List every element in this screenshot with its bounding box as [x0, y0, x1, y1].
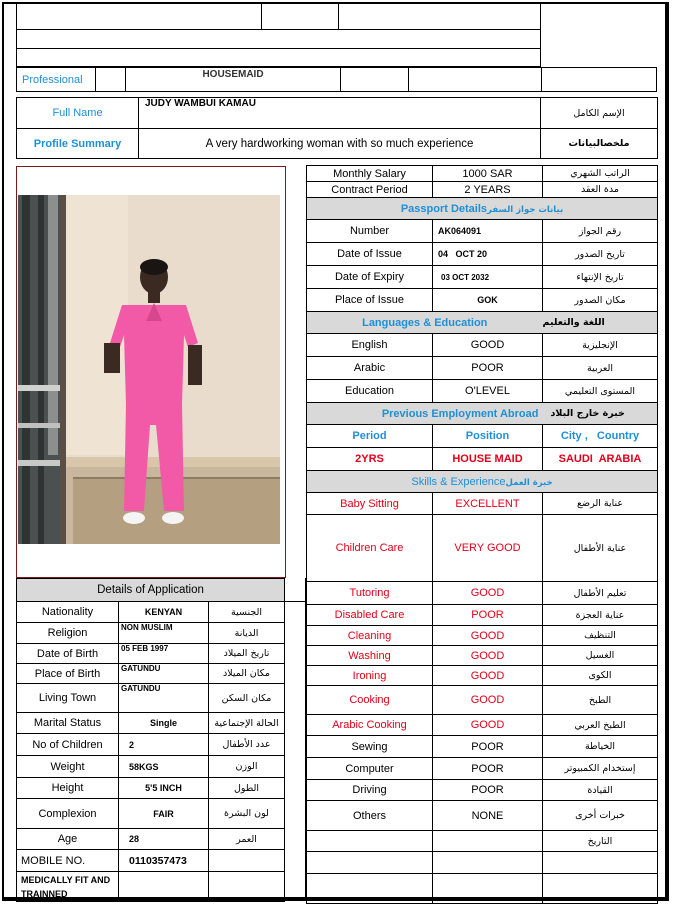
mobile-label: MOBILE NO.	[17, 850, 119, 872]
skill-others-ar: خبرات أخرى	[543, 801, 658, 831]
name-profile-table	[16, 97, 658, 159]
nationality-value: KENYAN	[119, 602, 209, 623]
dob-ar: تاريخ الميلاد	[209, 644, 285, 664]
education-ar: المستوى التعليمي	[543, 380, 658, 403]
skill-children-care-label: Children Care	[307, 515, 433, 582]
pob-value: GATUNDU	[119, 664, 209, 684]
date-issue-value: 04 OCT 20	[433, 243, 543, 266]
passport-number-label: Number	[307, 220, 433, 243]
passport-title-ar: بيانات جواز السفر	[487, 204, 564, 215]
complexion-ar: لون البشرة	[209, 799, 285, 829]
skill-disabled-care-value: POOR	[433, 605, 543, 626]
age-label: Age	[17, 829, 119, 850]
skill-children-care-ar: عناية الأطفال	[543, 515, 658, 582]
weight-label: Weight	[17, 756, 119, 778]
period-header: Period	[307, 425, 433, 448]
mobile-value: 0110357473	[119, 850, 209, 872]
skill-others-value: NONE	[433, 801, 543, 831]
monthly-salary-label: Monthly Salary	[307, 166, 433, 182]
arabic-ar: العربية	[543, 357, 658, 380]
height-label: Height	[17, 778, 119, 799]
professional-row	[16, 67, 657, 92]
religion-label: Religion	[17, 623, 119, 644]
skill-date-value	[433, 831, 543, 852]
skill-cleaning-value: GOOD	[433, 626, 543, 646]
children-ar: عدد الأطفال	[209, 734, 285, 756]
skill-washing-value: GOOD	[433, 646, 543, 666]
position-value: HOUSEMAID	[202, 69, 264, 80]
position-value-emp: HOUSE MAID	[433, 448, 543, 471]
photo-frame	[16, 166, 286, 578]
english-ar: الإنجليزية	[543, 334, 658, 357]
living-town-label: Living Town	[17, 684, 119, 713]
dob-value: 05 FEB 1997	[119, 644, 209, 664]
full-name-value: JUDY WAMBUI KAMAU	[139, 98, 541, 129]
date-expiry-ar: تاريخ الإنتهاء	[543, 266, 658, 289]
date-expiry-value: 03 OCT 2032	[433, 266, 543, 289]
profile-summary-label: Profile Summary	[17, 129, 139, 159]
nationality-ar: الجنسية	[209, 602, 285, 623]
date-issue-label: Date of Issue	[307, 243, 433, 266]
marital-label: Marital Status	[17, 713, 119, 734]
date-expiry-label: Date of Expiry	[307, 266, 433, 289]
skill-sewing-label: Sewing	[307, 736, 433, 758]
pob-label: Place of Birth	[17, 664, 119, 684]
education-label: Education	[307, 380, 433, 403]
skill-cleaning-ar: التنظيف	[543, 626, 658, 646]
passport-title: Passport Details	[400, 202, 488, 215]
skill-washing-ar: الغسيل	[543, 646, 658, 666]
professional-label: Professional	[16, 67, 96, 92]
passport-number-ar: رقم الجواز	[543, 220, 658, 243]
contract-period-value: 2 YEARS	[433, 182, 543, 198]
position-header: Position	[433, 425, 543, 448]
children-value: 2	[119, 734, 209, 756]
skill-cooking-ar: الطبخ	[543, 686, 658, 715]
skill-baby-sitting-ar: عناية الرضع	[543, 493, 658, 515]
english-label: English	[307, 334, 433, 357]
skill-date-ar: التاريخ	[543, 831, 658, 852]
skill-driving-value: POOR	[433, 780, 543, 801]
religion-value: NON MUSLIM	[119, 623, 209, 644]
nationality-label: Nationality	[17, 602, 119, 623]
profile-summary-ar: ملخصالبيانات	[541, 129, 658, 159]
skill-ironing-ar: الكوى	[543, 666, 658, 686]
passport-number-value: AK064091	[433, 220, 543, 243]
application-table	[16, 578, 285, 902]
languages-title: Languages & Education	[307, 312, 543, 334]
skill-computer-value: POOR	[433, 758, 543, 780]
skill-cooking-label: Cooking	[307, 686, 433, 715]
complexion-label: Complexion	[17, 799, 119, 829]
skill-ironing-label: Ironing	[307, 666, 433, 686]
skill-cooking-value: GOOD	[433, 686, 543, 715]
living-town-ar: مكان السكن	[209, 684, 285, 713]
weight-ar: الوزن	[209, 756, 285, 778]
skill-driving-ar: القيادة	[543, 780, 658, 801]
complexion-value: FAIR	[119, 799, 209, 829]
candidate-photo	[18, 195, 280, 544]
living-town-value: GATUNDU	[119, 684, 209, 713]
skill-arabic-cooking-ar: الطبخ العربي	[543, 715, 658, 736]
skill-others-label: Others	[307, 801, 433, 831]
date-issue-ar: تاريخ الصدور	[543, 243, 658, 266]
skill-tutoring-value: GOOD	[433, 582, 543, 605]
skill-cleaning-label: Cleaning	[307, 626, 433, 646]
skill-arabic-cooking-label: Arabic Cooking	[307, 715, 433, 736]
skills-title-ar: خبرة العمل	[505, 477, 553, 488]
dob-label: Date of Birth	[17, 644, 119, 664]
place-issue-ar: مكان الصدور	[543, 289, 658, 312]
monthly-salary-ar: الراتب الشهري	[543, 166, 658, 182]
skill-disabled-care-label: Disabled Care	[307, 605, 433, 626]
city-country-value: SAUDI ARABIA	[543, 448, 658, 471]
skill-computer-label: Computer	[307, 758, 433, 780]
profile-summary-text: A very hardworking woman with so much experience	[139, 129, 541, 159]
full-name-label: Full Name	[17, 98, 139, 129]
religion-ar: الديانة	[209, 623, 285, 644]
skill-disabled-care-ar: عناية العجزة	[543, 605, 658, 626]
education-value: O'LEVEL	[433, 380, 543, 403]
skill-date-label	[307, 831, 433, 852]
city-country-header: City , Country	[543, 425, 658, 448]
spacer-column	[284, 578, 306, 899]
skill-baby-sitting-value: EXCELLENT	[433, 493, 543, 515]
skill-tutoring-label: Tutoring	[307, 582, 433, 605]
marital-value: Single	[119, 713, 209, 734]
contract-period-label: Contract Period	[307, 182, 433, 198]
skill-arabic-cooking-value: GOOD	[433, 715, 543, 736]
skill-baby-sitting-label: Baby Sitting	[307, 493, 433, 515]
skill-washing-label: Washing	[307, 646, 433, 666]
contract-period-ar: مدة العقد	[543, 182, 658, 198]
children-label: No of Children	[17, 734, 119, 756]
weight-value: 58KGS	[119, 756, 209, 778]
skill-tutoring-ar: تعليم الأطفال	[543, 582, 658, 605]
right-details-table	[306, 165, 658, 904]
pob-ar: مكان الميلاد	[209, 664, 285, 684]
height-value: 5'5 INCH	[119, 778, 209, 799]
place-issue-label: Place of Issue	[307, 289, 433, 312]
skill-driving-label: Driving	[307, 780, 433, 801]
languages-title-ar: اللغة والتعليم	[543, 312, 658, 334]
period-value: 2YRS	[307, 448, 433, 471]
skill-sewing-value: POOR	[433, 736, 543, 758]
application-title: Details of Application	[17, 579, 285, 602]
marital-ar: الحالة الإجتماعية	[209, 713, 285, 734]
skill-computer-ar: إستخدام الكمبيوتر	[543, 758, 658, 780]
monthly-salary-value: 1000 SAR	[433, 166, 543, 182]
skill-ironing-value: GOOD	[433, 666, 543, 686]
employment-title-ar: خبرة خارج البلاد	[543, 403, 658, 425]
skill-sewing-ar: الخياطة	[543, 736, 658, 758]
arabic-label: Arabic	[307, 357, 433, 380]
employment-title: Previous Employment Abroad	[307, 403, 543, 425]
age-value: 28	[119, 829, 209, 850]
top-empty-grid	[16, 2, 667, 67]
full-name-ar: الإسم الكامل	[541, 98, 658, 129]
skills-title: Skills & Experience	[411, 475, 506, 488]
skill-children-care-value: VERY GOOD	[433, 515, 543, 582]
medical-label: MEDICALLY FIT AND TRAINNED	[17, 872, 119, 902]
age-ar: العمر	[209, 829, 285, 850]
arabic-value: POOR	[433, 357, 543, 380]
english-value: GOOD	[433, 334, 543, 357]
place-issue-value: GOK	[433, 289, 543, 312]
height-ar: الطول	[209, 778, 285, 799]
